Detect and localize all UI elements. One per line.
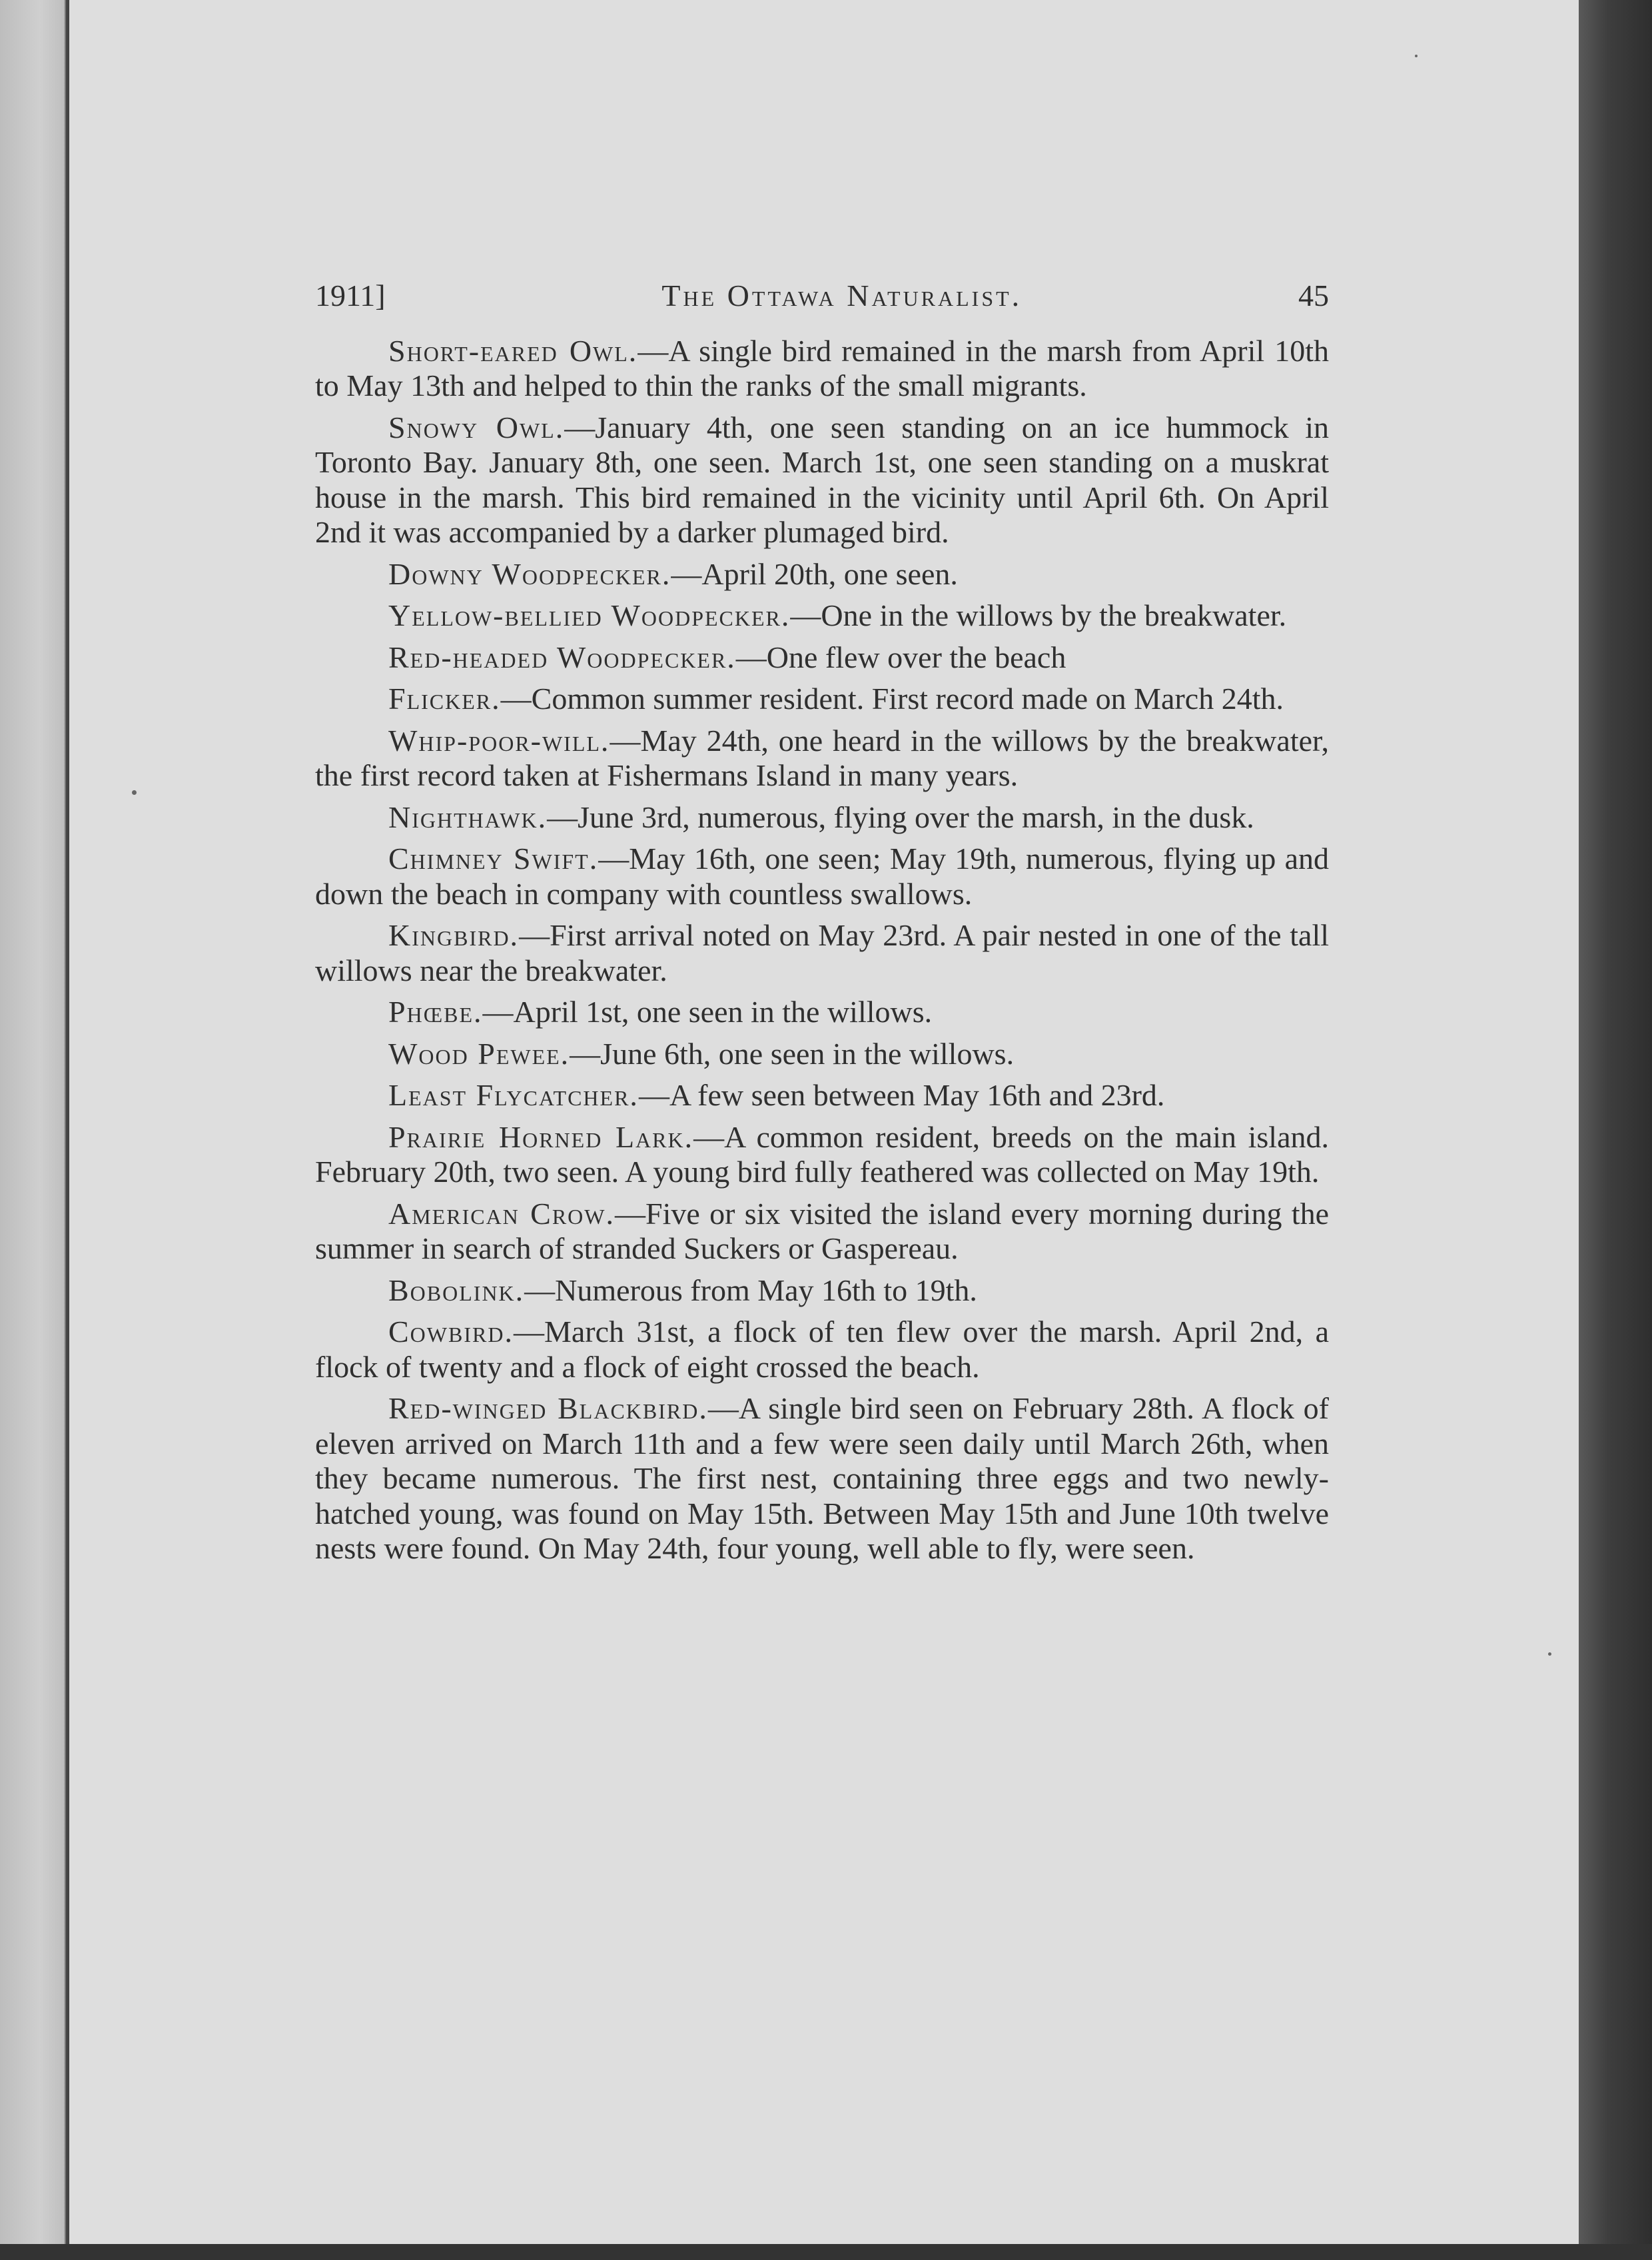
entry-kingbird: [315, 918, 1329, 988]
entry-text: —January 4th, one seen standing on an ice hummock in Toronto Bay. January 8th, one seen. March 1st, one seen standing on a muskrat house in the marsh. This bird remained in the vicinity until April 6th. On April 2nd it was accompanied by a darker plumaged bird.: [315, 410, 1329, 549]
entry-downy-woodpecker: [315, 557, 1329, 592]
species-name: Yellow-bellied Woodpecker.: [388, 598, 791, 632]
species-name: Wood Pewee.: [388, 1036, 570, 1071]
species-name: Short-eared Owl.: [388, 333, 638, 368]
scanner-bed-bottom: [0, 2244, 1652, 2260]
species-name: Red-headed Woodpecker.: [388, 640, 736, 674]
header-year: 1911]: [315, 279, 386, 312]
journal-title: The Ottawa Naturalist.: [661, 279, 1023, 312]
entry-red-winged-blackbird: [315, 1391, 1329, 1566]
species-name: American Crow.: [388, 1196, 615, 1231]
species-name: Phœbe.: [388, 995, 483, 1029]
species-name: Cowbird.: [388, 1315, 514, 1349]
dust-speck: [1548, 1652, 1551, 1656]
entry-wood-pewee: [315, 1037, 1329, 1072]
entry-text: —Common summer resident. First record made on March 24th.: [500, 682, 1284, 716]
entry-text: —Numerous from May 16th to 19th.: [524, 1273, 977, 1307]
entry-nighthawk: [315, 800, 1329, 836]
entry-bobolink: [315, 1273, 1329, 1309]
dust-speck: [1415, 55, 1418, 57]
entry-least-flycatcher: [315, 1078, 1329, 1113]
species-name: Prairie Horned Lark.: [388, 1119, 694, 1154]
entry-text: —Five or six visited the island every morning during the summer in search of stranded Suckers or Gaspereau.: [315, 1196, 1330, 1265]
entry-prairie-horned-lark: [315, 1120, 1329, 1190]
species-name: Chimney Swift.: [388, 842, 599, 875]
species-name: Downy Woodpecker.: [388, 556, 671, 591]
species-name: Bobolink.: [388, 1273, 525, 1307]
entry-red-headed-woodpecker: [315, 640, 1329, 676]
entry-flicker: [315, 682, 1329, 717]
entry-text: —April 1st, one seen in the willows.: [482, 995, 933, 1029]
species-name: Red-winged Blackbird.: [388, 1391, 708, 1425]
species-name: Whip-poor-will.: [388, 723, 610, 758]
entry-text: —One in the willows by the breakwater.: [790, 598, 1287, 632]
entry-cowbird: [315, 1315, 1329, 1385]
running-head: [315, 279, 1329, 314]
entry-text: —May 16th, one seen; May 19th, numerous, flying up and down the beach in company with countless swallows.: [315, 842, 1330, 911]
entry-text: —June 3rd, numerous, flying over the marsh, in the dusk.: [547, 800, 1254, 834]
entry-text: —A few seen between May 16th and 23rd.: [638, 1078, 1165, 1112]
entry-phoebe: [315, 995, 1329, 1030]
entry-text: —A single bird seen on February 28th. A flock of eleven arrived on March 11th and a few were seen daily until March 26th, when they became numerous. The first nest, containing three eggs and two newly-hatched young, was found on May 15th. Between May 15th and June 10th twelve nests were found. On May 24th, four young, well able to fly, were seen.: [315, 1391, 1329, 1565]
entry-text: —A single bird remained in the marsh from April 10th to May 13th and helped to thin the ranks of the small migrants.: [315, 333, 1329, 402]
left-page-edge: [0, 0, 67, 2260]
entry-text: —May 24th, one heard in the willows by the breakwater, the first record taken at Fishermans Island in many years.: [315, 723, 1329, 792]
species-name: Kingbird.: [388, 918, 520, 952]
page-number: 45: [1298, 279, 1329, 312]
entry-american-crow: [315, 1197, 1329, 1267]
species-name: Snowy Owl.: [388, 410, 565, 444]
entry-text: —One flew over the beach: [735, 640, 1066, 674]
entry-text: —June 6th, one seen in the willows.: [570, 1036, 1015, 1071]
entry-yellow-bellied-woodpecker: [315, 598, 1329, 634]
entry-text: —A common resident, breeds on the main island. February 20th, two seen. A young bird fully feathered was collected on May 19th.: [315, 1119, 1329, 1189]
species-name: Least Flycatcher.: [388, 1078, 639, 1112]
species-name: Flicker.: [388, 682, 501, 716]
entry-text: —April 20th, one seen.: [671, 556, 958, 591]
entry-text: —March 31st, a flock of ten flew over the marsh. April 2nd, a flock of twenty and a flock of eight crossed the beach.: [315, 1315, 1329, 1384]
dust-speck: [132, 790, 137, 795]
entry-text: —First arrival noted on May 23rd. A pair nested in one of the tall willows near the breakwater.: [315, 918, 1329, 987]
scanner-bed-right: [1579, 0, 1652, 2260]
entry-snowy-owl: [315, 410, 1329, 550]
entry-whip-poor-will: [315, 724, 1329, 794]
entry-short-eared-owl: [315, 334, 1329, 404]
species-name: Nighthawk.: [388, 800, 548, 834]
entry-chimney-swift: [315, 842, 1329, 911]
page-text-block: [315, 279, 1329, 1573]
